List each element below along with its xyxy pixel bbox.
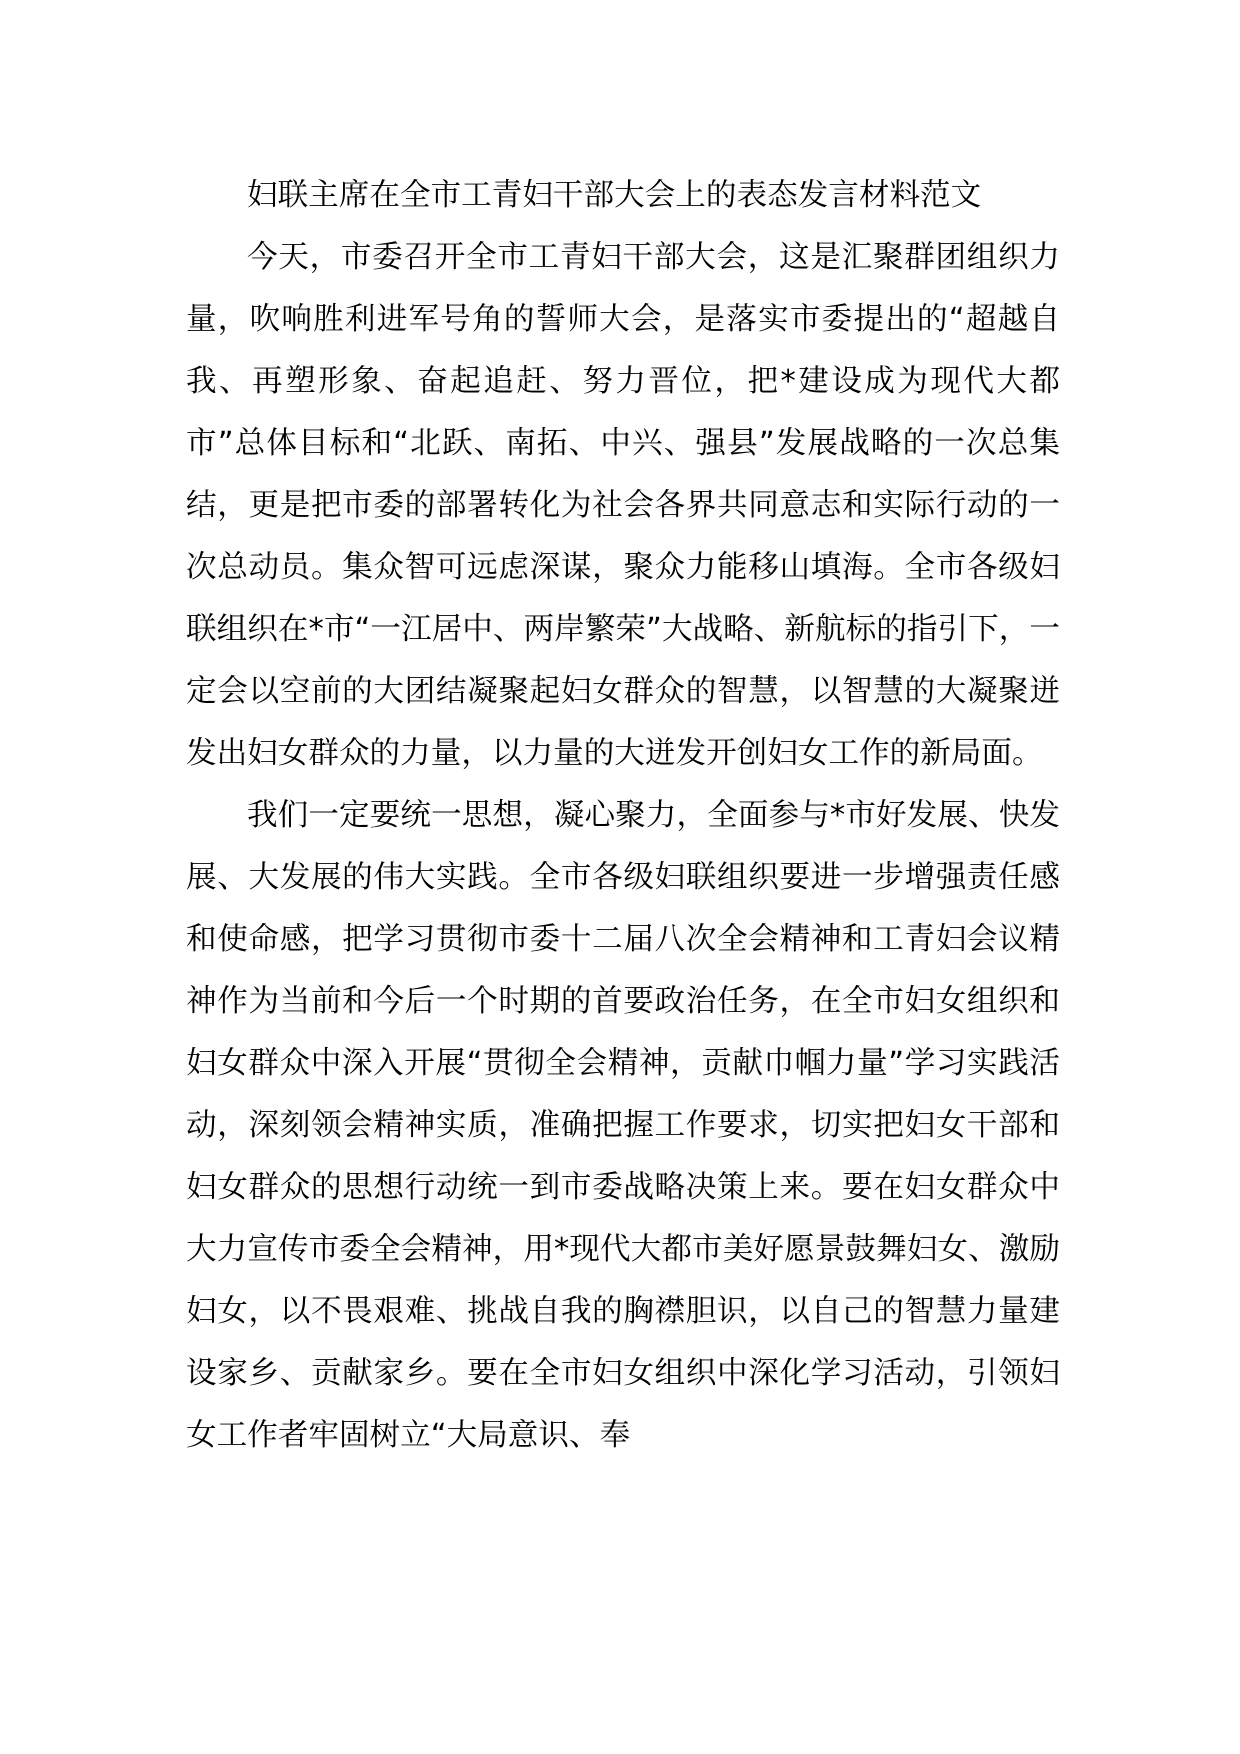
paragraph-2: 我们一定要统一思想，凝心聚力，全面参与*市好发展、快发展、大发展的伟大实践。全市各级妇联组织要进一步增强责任感和使命感，把学习贯彻市委十二届八次全会精神和工青妇会议精神作为当前和今后一个时期的首要政治任务，在全市妇女组织和妇女群众中深入开展“贯彻全会精神，贡献巾帼力量”学习实践活动，深刻领会精神实质，准确把握工作要求，切实把妇女干部和妇女群众的思想行动统一到市委战略决策上来。要在妇女群众中大力宣传市委全会精神，用*现代大都市美好愿景鼓舞妇女、激励妇女，以不畏艰难、挑战自我的胸襟胆识，以自己的智慧力量建设家乡、贡献家乡。要在全市妇女组织中深化学习活动，引领妇女工作者牢固树立“大局意识、奉 [186,798,1060,1453]
paragraph-1: 今天，市委召开全市工青妇干部大会，这是汇聚群团组织力量，吹响胜利进军号角的誓师大会，是落实市委提出的“超越自我、再塑形象、奋起追赶、努力晋位，把*建设成为现代大都市”总体目标和“北跃、南拓、中兴、强县”发展战略的一次总集结，更是把市委的部署转化为社会各界共同意志和实际行动的一次总动员。集众智可远虑深谋，聚众力能移山填海。全市各级妇联组织在*市“一江居中、两岸繁荣”大战略、新航标的指引下，一定会以空前的大团结凝聚起妇女群众的智慧，以智慧的大凝聚迸发出妇女群众的力量，以力量的大迸发开创妇女工作的新局面。 [186,240,1060,771]
document-title: 妇联主席在全市工青妇干部大会上的表态发言材料范文 [247,178,982,213]
document-body [186,165,1060,1467]
